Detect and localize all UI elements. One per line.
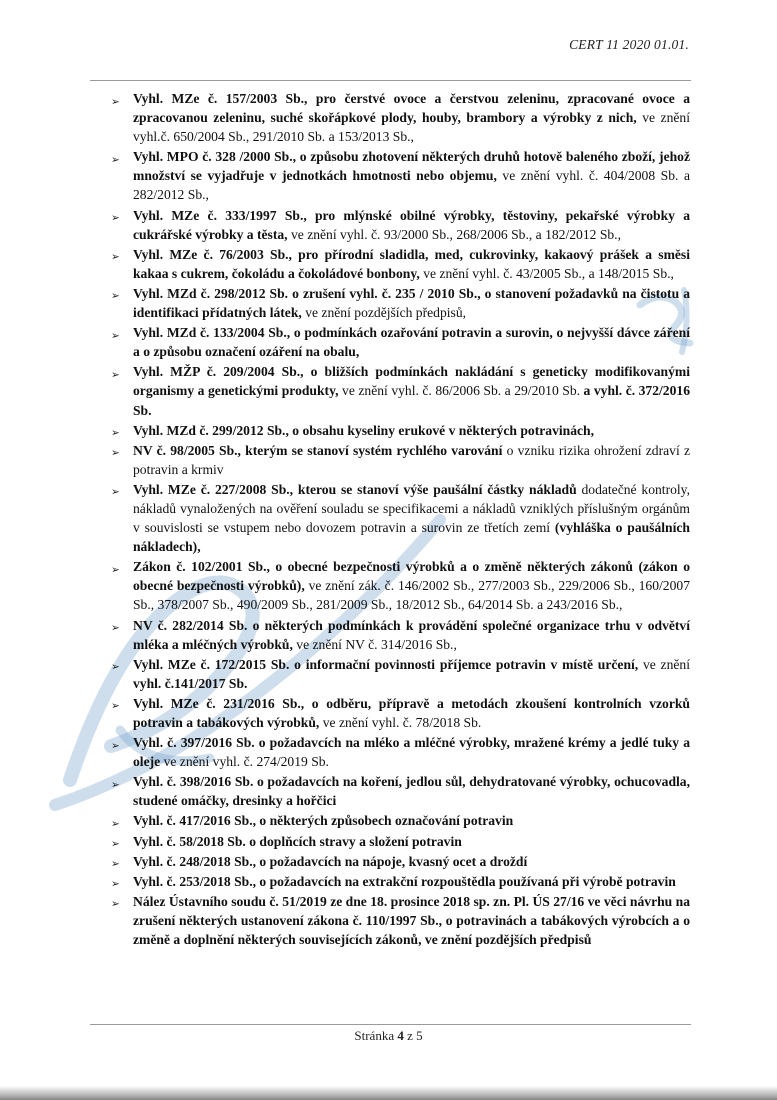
list-item-text: NV č. 98/2005 Sb., kterým se stanoví systém rychlého varování o vzniku rizika ohrožení zdraví z potravin a krmiv — [133, 442, 690, 477]
list-item — [92, 694, 690, 732]
arrow-bullet-icon: ➢ — [111, 212, 120, 225]
header-divider — [90, 80, 691, 81]
list-item-text: Vyhl. č. 398/2016 Sb. o požadavcích na koření, jedlou sůl, dehydratované výrobky, ochucovadla, studené omáčky, dresinky a hořčici — [133, 774, 690, 809]
list-item — [92, 245, 690, 283]
list-item-text: Vyhl. MZe č. 227/2008 Sb., kterou se stanoví výše paušální částky nákladů dodatečné kontroly, nákladů vynaložených na ověření souladu se specifikacemi a nákladů vzniklých příslušným orgánům v souvislosti se vstupem nebo dovozem potravin a surovin ze třetích zemí (vyhláška o paušálních nákladech), — [133, 481, 690, 555]
list-item-text: Nález Ústavního soudu č. 51/2019 ze dne 18. prosince 2018 sp. zn. Pl. ÚS 27/16 ve věci návrhu na zrušení některých ustanovení zákona č. 110/1997 Sb., o potravinách a tabákových výrobcích a o změně a doplnění některých souvisejících zákonů, ve znění pozdějších předpisů — [133, 893, 690, 948]
arrow-bullet-icon: ➢ — [111, 622, 120, 635]
arrow-bullet-icon: ➢ — [111, 153, 120, 166]
list-item — [92, 206, 690, 244]
list-item-text: Zákon č. 102/2001 Sb., o obecné bezpečnosti výrobků a o změně některých zákonů (zákon o obecné bezpečnosti výrobků), ve znění zák. č. 146/2002 Sb., 277/2003 Sb., 229/2006 Sb., 160/2007 Sb., 378/2007 Sb., 490/2009 Sb., 281/2009 Sb., 18/2012 Sb., 64/2014 Sb. a 243/2016 Sb., — [133, 559, 690, 613]
list-item — [92, 362, 690, 419]
footer-divider — [90, 1024, 691, 1025]
arrow-bullet-icon: ➢ — [111, 739, 120, 752]
list-item — [92, 733, 690, 771]
list-item — [92, 772, 690, 810]
arrow-bullet-icon: ➢ — [111, 858, 120, 871]
arrow-bullet-icon: ➢ — [111, 447, 120, 460]
list-item — [92, 480, 690, 556]
list-item — [92, 616, 690, 654]
list-item-text: Vyhl. č. 417/2016 Sb., o některých způsobech označování potravin — [133, 813, 514, 829]
list-item-text: Vyhl. č. 397/2016 Sb. o požadavcích na mléko a mléčné výrobky, mražené krémy a jedlé tuky a oleje ve znění vyhl. č. 274/2019 Sb. — [133, 735, 690, 770]
list-item-text: Vyhl. MZd č. 133/2004 Sb., o podmínkách ozařování potravin a surovin, o nejvyšší dávce záření a o způsobu označení ozáření na obalu, — [133, 325, 690, 360]
list-item-text: Vyhl. č. 253/2018 Sb., o požadavcích na extrakční rozpouštědla používaná při výrobě potravin — [133, 873, 676, 889]
list-item-text: Vyhl. MZe č. 333/1997 Sb., pro mlýnské obilné výrobky, těstoviny, pekařské výrobky a cukrářské výrobky a těsta, ve znění vyhl. č. 93/2000 Sb., 268/2006 Sb., a 182/2012 Sb., — [133, 207, 690, 242]
arrow-bullet-icon: ➢ — [111, 368, 120, 381]
list-item-text: Vyhl. MZe č. 172/2015 Sb. o informační povinnosti příjemce potravin v místě určení, ve znění vyhl. č.141/2017 Sb. — [133, 656, 690, 691]
page-label-prefix: Stránka — [354, 1028, 398, 1043]
arrow-bullet-icon: ➢ — [111, 290, 120, 303]
list-item — [92, 655, 690, 693]
list-item-text: Vyhl. č. 248/2018 Sb., o požadavcích na nápoje, kvasný ocet a droždí — [133, 853, 528, 869]
list-item-text: Vyhl. MŽP č. 209/2004 Sb., o bližších podmínkách nakládání s geneticky modifikovanými organismy a genetickými produkty, ve znění vyhl. č. 86/2006 Sb. a 29/2010 Sb. a vyhl. č. 372/2016 Sb. — [133, 364, 690, 418]
list-item — [92, 832, 690, 851]
arrow-bullet-icon: ➢ — [111, 700, 120, 713]
list-item — [92, 284, 690, 322]
list-item-text: Vyhl. MPO č. 328 /2000 Sb., o způsobu zhotovení některých druhů hotově baleného zboží, jehož množství se vyjadřuje v jednotkách hmotnosti nebo objemu, ve znění vyhl. č. 404/2008 Sb. a 282/2012 Sb., — [133, 149, 690, 203]
list-item — [92, 147, 690, 204]
list-item-text: Vyhl. MZd č. 299/2012 Sb., o obsahu kyseliny erukové v některých potravinách, — [133, 422, 594, 438]
arrow-bullet-icon: ➢ — [111, 878, 120, 891]
arrow-bullet-icon: ➢ — [111, 95, 120, 108]
arrow-bullet-icon: ➢ — [111, 427, 120, 440]
list-item-text: Vyhl. MZe č. 76/2003 Sb., pro přírodní sladidla, med, cukrovinky, kakaový prášek a směsi kakaa s cukrem, čokoládu a čokoládové bonbony, ve znění vyhl. č. 43/2005 Sb., a 148/2015 Sb., — [133, 246, 690, 281]
list-item-text: Vyhl. č. 58/2018 Sb. o doplňcích stravy a složení potravin — [133, 833, 462, 849]
list-item-text: Vyhl. MZe č. 157/2003 Sb., pro čerstvé ovoce a čerstvou zeleninu, zpracované ovoce a zpracovanou zeleninu, suché skořápkové plody, houby, brambory a výrobky z nich, ve znění vyhl.č. 650/2004 Sb., 291/2010 Sb. a 153/2013 Sb., — [133, 91, 690, 145]
document-code: CERT 11 2020 01.01. — [569, 37, 689, 52]
list-item-text: Vyhl. MZe č. 231/2016 Sb., o odběru, přípravě a metodách zkoušení kontrolních vzorků potravin a tabákových výrobků, ve znění vyhl. č. 78/2018 Sb. — [133, 695, 690, 730]
page-number — [0, 1028, 777, 1044]
list-item-text: NV č. 282/2014 Sb. o některých podmínkách k provádění společné organizace trhu v odvětví mléka a mléčných výrobků, ve znění NV č. 314/2016 Sb., — [133, 617, 690, 652]
arrow-bullet-icon: ➢ — [111, 817, 120, 830]
list-item — [92, 557, 690, 614]
list-item — [92, 323, 690, 361]
list-item — [92, 441, 690, 479]
arrow-bullet-icon: ➢ — [111, 778, 120, 791]
list-item — [92, 89, 690, 146]
list-item — [92, 811, 690, 830]
arrow-bullet-icon: ➢ — [111, 486, 120, 499]
arrow-bullet-icon: ➢ — [111, 661, 120, 674]
regulation-list — [92, 89, 690, 950]
list-item-text: Vyhl. MZd č. 298/2012 Sb. o zrušení vyhl. č. 235 / 2010 Sb., o stanovení požadavků na čistotu a identifikaci přídatných látek, ve znění pozdějších předpisů, — [133, 285, 690, 321]
list-item — [92, 421, 690, 440]
arrow-bullet-icon: ➢ — [111, 563, 120, 576]
list-item — [92, 892, 690, 949]
arrow-bullet-icon: ➢ — [111, 838, 120, 851]
page-number-value: 4 — [397, 1028, 404, 1043]
arrow-bullet-icon: ➢ — [111, 251, 120, 264]
page-label-suffix: z 5 — [403, 1028, 423, 1043]
list-item — [92, 872, 690, 891]
arrow-bullet-icon: ➢ — [111, 898, 120, 911]
arrow-bullet-icon: ➢ — [111, 329, 120, 342]
scan-edge-shadow — [0, 1086, 777, 1100]
list-item — [92, 852, 690, 871]
